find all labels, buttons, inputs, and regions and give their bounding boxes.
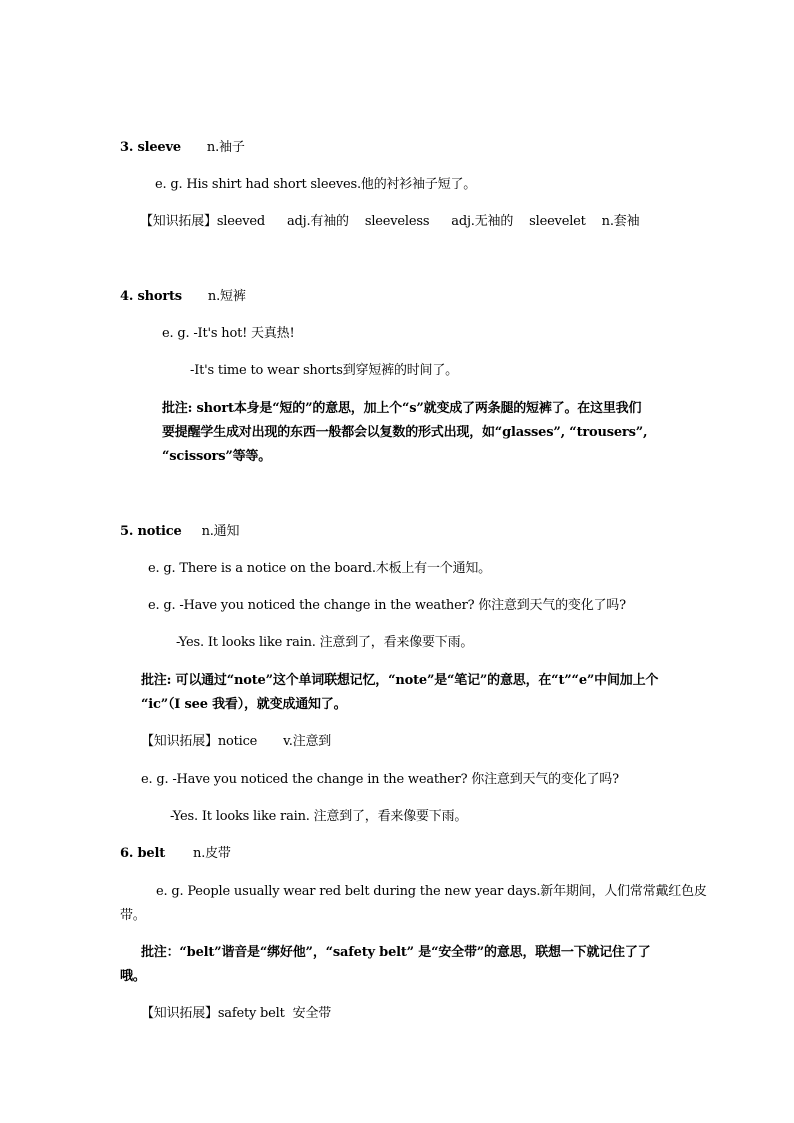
extension-item: n.套袖	[601, 214, 640, 229]
entry-shorts-heading	[120, 286, 246, 308]
word-heading: 6. belt	[120, 846, 166, 861]
extension-label: 【知识拓展】	[141, 1006, 218, 1021]
entry-notice-heading	[120, 521, 239, 543]
example-sentence: e. g. -It's hot! 天真热!	[162, 326, 295, 341]
example-sentence: e. g. His shirt had short sleeves.他的衬衫袖子短了。	[155, 177, 477, 192]
entry-belt-heading	[120, 843, 231, 865]
pos-meaning: n.短裤	[207, 289, 246, 304]
example-sentence: e. g. -Have you noticed the change in the weather? 你注意到天气的变化了吗?	[141, 772, 619, 787]
example-sentence: e. g. People usually wear red belt during the new year days.新年期间，人们常常戴红色皮	[156, 884, 707, 899]
example-sentence: e. g. There is a notice on the board.木板上有一个通知。	[148, 561, 491, 576]
pos-meaning: n.袖子	[206, 140, 245, 155]
annotation-note: 要提醒学生成对出现的东西一般都会以复数的形式出现，如“glasses”, “trousers”,	[162, 425, 648, 440]
annotation-note: “ic”（I see 我看），就变成通知了。	[141, 697, 347, 712]
example-sentence: -Yes. It looks like rain. 注意到了，看来像要下雨。	[170, 809, 468, 824]
example-sentence: -It's time to wear shorts到穿短裤的时间了。	[190, 363, 458, 378]
entry-sleeve-heading	[120, 137, 245, 159]
knowledge-extension	[141, 731, 331, 753]
example-sentence: 带。	[120, 908, 146, 923]
extension-label: 【知识拓展】	[140, 214, 217, 229]
extension-item: notice	[217, 734, 258, 749]
annotation-note: “scissors”等等。	[162, 449, 272, 464]
pos-meaning: n.通知	[201, 524, 240, 539]
extension-label: 【知识拓展】	[141, 734, 218, 749]
example-sentence: -Yes. It looks like rain. 注意到了，看来像要下雨。	[176, 635, 474, 650]
word-heading: 5. notice	[120, 524, 182, 539]
knowledge-extension	[140, 211, 639, 233]
pos-meaning: n.皮带	[193, 846, 231, 861]
extension-item: sleevelet	[529, 214, 586, 229]
word-heading: 3. sleeve	[120, 140, 181, 155]
annotation-note: 批注: short本身是“短的”的意思，加上个“s”就变成了两条腿的短裤了。在这里我们	[162, 401, 642, 416]
extension-item: sleeved	[216, 214, 265, 229]
extension-item: safety belt	[217, 1006, 285, 1021]
word-heading: 4. shorts	[120, 289, 182, 304]
extension-item: adj.无袖的	[451, 214, 514, 229]
annotation-note: 批注：“belt”谐音是“绑好他”，“safety belt” 是“安全带”的意思，联想一下就记住了了	[141, 945, 651, 960]
extension-item: sleeveless	[364, 214, 430, 229]
annotation-note: 哦。	[120, 969, 146, 984]
knowledge-extension	[141, 1003, 331, 1025]
extension-item: adj.有袖的	[287, 214, 349, 229]
annotation-note: 批注: 可以通过“note”这个单词联想记忆，“note”是“笔记”的意思，在“t”“e”中间加上个	[141, 673, 659, 688]
extension-item: v.注意到	[283, 734, 332, 749]
extension-item: 安全带	[292, 1006, 332, 1021]
example-sentence: e. g. -Have you noticed the change in the weather? 你注意到天气的变化了吗?	[148, 598, 626, 613]
